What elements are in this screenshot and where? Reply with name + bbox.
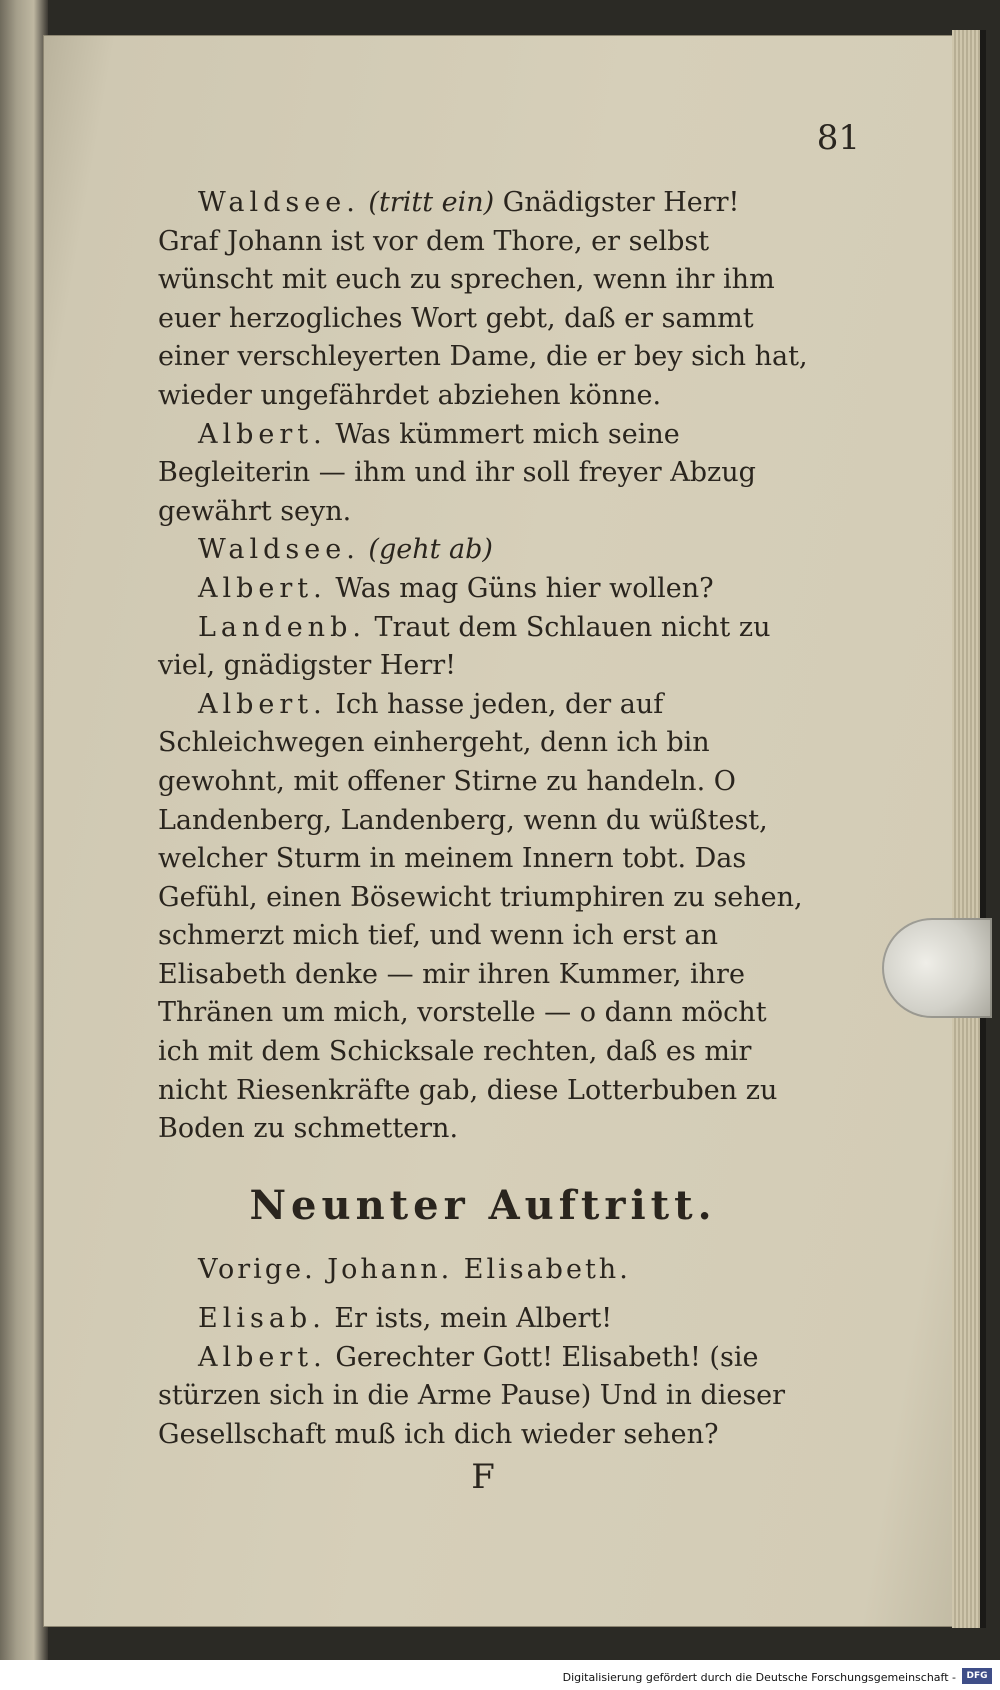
dialogue-paragraph (158, 184, 808, 416)
scene-heading: Neunter Auftritt. (249, 1181, 717, 1229)
facing-page-edge (0, 0, 48, 1660)
footer-bar (0, 1660, 1000, 1690)
dialogue-text: Was kümmert mich seine Begleiterin — ihm und ihr soll freyer Abzug gewährt seyn. (158, 418, 756, 527)
dialogue-paragraph (158, 531, 808, 570)
dialogue-paragraph (158, 686, 808, 1149)
funding-credit: Digitalisierung gefördert durch die Deutsche Forschungsgemeinschaft - (562, 1671, 956, 1684)
page-number: 81 (816, 118, 860, 158)
dialogue-text: Was mag Güns hier wollen? (335, 572, 714, 604)
dialogue-paragraph (158, 570, 808, 609)
page-stack-edge (952, 30, 986, 1628)
dialogue-text: Gnädigster Herr! Graf Johann ist vor dem Thore, er selbst wünscht mit euch zu sprechen, wenn ihr ihm euer herzogliches Wort gebt, daß er sammt einer verschleyerten Dame, die er bey sich hat, wieder ungefährdet abziehen könne. (158, 187, 808, 411)
dialogue-paragraph (158, 1300, 808, 1339)
speaker-name: Albert. (198, 572, 327, 604)
dialogue-text: Er ists, mein Albert! (334, 1303, 613, 1335)
speaker-name: Waldsee. (198, 534, 360, 566)
dialogue-text: Traut dem Schlauen nicht zu viel, gnädigster Herr! (158, 611, 771, 682)
page-holder-clip (882, 918, 992, 1018)
stage-direction: (geht ab) (368, 534, 493, 566)
page-text (158, 184, 808, 1497)
speaker-name: Waldsee. (198, 187, 360, 218)
speaker-name: Albert. (198, 1341, 327, 1373)
dialogue-text: Ich hasse jeden, der auf Schleichwegen einhergeht, denn ich bin gewohnt, mit offener Stirne zu handeln. O Landenberg, Landenberg, wenn du wüßtest, welcher Sturm in meinem Innern tobt. Das Gefühl, einen Bösewicht triumphiren zu sehen, schmerzt mich tief, und wenn ich erst an Elisabeth denke — mir ihren Kummer, ihre Thränen um mich, vorstelle — o dann möcht ich mit dem Schicksale rechten, daß es mir nicht Riesenkräfte gab, diese Lotterbuben zu Boden zu schmettern. (158, 688, 803, 1145)
dialogue-paragraph (158, 416, 808, 532)
speaker-name: Albert. (198, 688, 327, 720)
dfg-logo: DFG (962, 1668, 992, 1684)
dialogue-text: Gerechter Gott! Elisabeth! (sie stürzen sich in die Arme Pause) Und in dieser Gesellschaft muß ich dich wieder sehen? (158, 1341, 786, 1450)
dialogue-paragraph (158, 1339, 808, 1455)
speaker-name: Landenb. (198, 611, 366, 643)
signature-mark: F (471, 1457, 495, 1498)
stage-direction: (tritt ein) (368, 187, 495, 218)
speaker-name: Elisab. (198, 1303, 326, 1335)
cast-line: Vorige. Johann. Elisabeth. (198, 1254, 631, 1286)
dialogue-paragraph (158, 609, 808, 686)
speaker-name: Albert. (198, 418, 327, 450)
